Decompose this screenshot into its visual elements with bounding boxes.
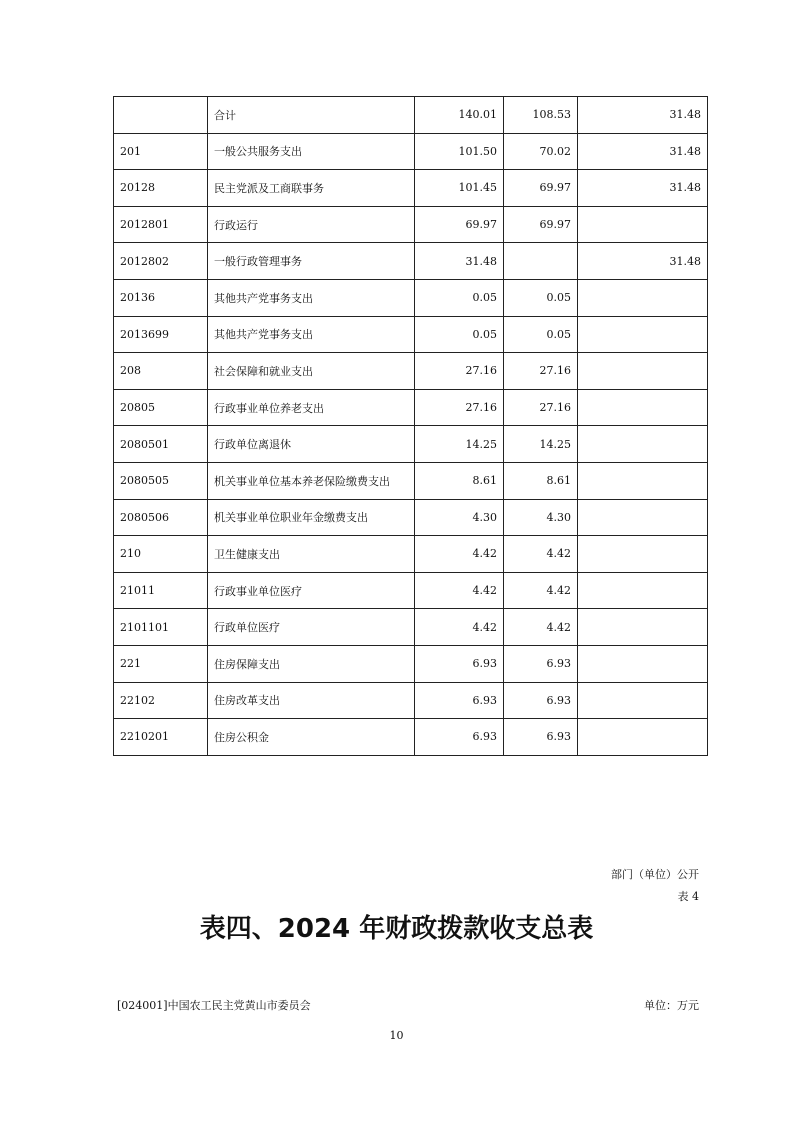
organization-line: [024001]中国农工民主党黄山市委员会 [117, 999, 311, 1012]
cell-total: 101.45 [415, 170, 504, 207]
cell-basic [504, 243, 578, 280]
table-body [114, 97, 708, 756]
cell-basic: 4.42 [504, 572, 578, 609]
cell-basic: 4.42 [504, 536, 578, 573]
table-row [114, 206, 708, 243]
cell-code: 210 [114, 536, 208, 573]
cell-name: 行政单位离退休 [208, 426, 415, 463]
cell-total: 140.01 [415, 97, 504, 134]
table-row [114, 316, 708, 353]
cell-code: 20805 [114, 389, 208, 426]
cell-project [578, 572, 708, 609]
cell-total: 6.93 [415, 719, 504, 756]
unit-label: 单位：万元 [644, 999, 699, 1012]
cell-name: 行政事业单位养老支出 [208, 389, 415, 426]
cell-code: 208 [114, 353, 208, 390]
table-row [114, 682, 708, 719]
cell-total: 0.05 [415, 279, 504, 316]
table-row [114, 499, 708, 536]
cell-basic: 69.97 [504, 170, 578, 207]
cell-project [578, 389, 708, 426]
cell-code: 20136 [114, 279, 208, 316]
cell-code: 2080505 [114, 462, 208, 499]
cell-code: 2101101 [114, 609, 208, 646]
cell-project: 31.48 [578, 243, 708, 280]
cell-total: 6.93 [415, 645, 504, 682]
cell-code: 2012801 [114, 206, 208, 243]
cell-code [114, 97, 208, 134]
cell-name: 机关事业单位基本养老保险缴费支出 [208, 462, 415, 499]
cell-project [578, 645, 708, 682]
cell-code: 21011 [114, 572, 208, 609]
cell-name: 其他共产党事务支出 [208, 316, 415, 353]
cell-basic: 6.93 [504, 682, 578, 719]
cell-project [578, 426, 708, 463]
table-row [114, 133, 708, 170]
cell-total: 14.25 [415, 426, 504, 463]
cell-name: 住房公积金 [208, 719, 415, 756]
table-row [114, 243, 708, 280]
cell-project [578, 609, 708, 646]
cell-project: 31.48 [578, 97, 708, 134]
cell-basic: 0.05 [504, 279, 578, 316]
dept-public-label: 部门（单位）公开 [611, 868, 699, 881]
cell-basic: 4.42 [504, 609, 578, 646]
cell-total: 0.05 [415, 316, 504, 353]
cell-name: 合计 [208, 97, 415, 134]
cell-name: 机关事业单位职业年金缴费支出 [208, 499, 415, 536]
cell-total: 69.97 [415, 206, 504, 243]
cell-total: 8.61 [415, 462, 504, 499]
cell-project [578, 316, 708, 353]
cell-basic: 27.16 [504, 353, 578, 390]
cell-total: 101.50 [415, 133, 504, 170]
cell-total: 4.30 [415, 499, 504, 536]
table-row [114, 426, 708, 463]
cell-code: 201 [114, 133, 208, 170]
cell-project [578, 536, 708, 573]
table-row [114, 572, 708, 609]
cell-code: 221 [114, 645, 208, 682]
cell-project [578, 206, 708, 243]
cell-project [578, 719, 708, 756]
cell-basic: 4.30 [504, 499, 578, 536]
table-row [114, 719, 708, 756]
cell-name: 行政事业单位医疗 [208, 572, 415, 609]
cell-project [578, 499, 708, 536]
cell-name: 住房改革支出 [208, 682, 415, 719]
cell-project: 31.48 [578, 133, 708, 170]
table-row [114, 170, 708, 207]
cell-name: 民主党派及工商联事务 [208, 170, 415, 207]
table-row [114, 279, 708, 316]
cell-total: 27.16 [415, 353, 504, 390]
cell-basic: 69.97 [504, 206, 578, 243]
cell-total: 6.93 [415, 682, 504, 719]
table-row [114, 609, 708, 646]
cell-project [578, 279, 708, 316]
cell-total: 4.42 [415, 536, 504, 573]
cell-basic: 6.93 [504, 719, 578, 756]
cell-name: 一般行政管理事务 [208, 243, 415, 280]
cell-name: 行政运行 [208, 206, 415, 243]
cell-total: 4.42 [415, 572, 504, 609]
cell-total: 4.42 [415, 609, 504, 646]
cell-project: 31.48 [578, 170, 708, 207]
cell-project [578, 462, 708, 499]
cell-name: 一般公共服务支出 [208, 133, 415, 170]
cell-basic: 0.05 [504, 316, 578, 353]
cell-code: 20128 [114, 170, 208, 207]
cell-basic: 70.02 [504, 133, 578, 170]
cell-code: 2080506 [114, 499, 208, 536]
page-title: 表四、2024 年财政拨款收支总表 [199, 914, 594, 944]
cell-basic: 8.61 [504, 462, 578, 499]
cell-project [578, 353, 708, 390]
cell-total: 27.16 [415, 389, 504, 426]
budget-table [113, 96, 708, 756]
cell-basic: 108.53 [504, 97, 578, 134]
cell-code: 2210201 [114, 719, 208, 756]
table-row [114, 536, 708, 573]
table-row [114, 462, 708, 499]
cell-basic: 27.16 [504, 389, 578, 426]
cell-code: 22102 [114, 682, 208, 719]
table-row [114, 353, 708, 390]
cell-project [578, 682, 708, 719]
cell-total: 31.48 [415, 243, 504, 280]
cell-code: 2080501 [114, 426, 208, 463]
cell-code: 2012802 [114, 243, 208, 280]
table-row [114, 645, 708, 682]
cell-name: 行政单位医疗 [208, 609, 415, 646]
cell-name: 卫生健康支出 [208, 536, 415, 573]
table-number: 表 4 [677, 890, 699, 903]
cell-name: 其他共产党事务支出 [208, 279, 415, 316]
page-number: 10 [389, 1029, 404, 1042]
cell-name: 社会保障和就业支出 [208, 353, 415, 390]
table-row [114, 389, 708, 426]
cell-name: 住房保障支出 [208, 645, 415, 682]
table-row [114, 97, 708, 134]
cell-basic: 14.25 [504, 426, 578, 463]
cell-code: 2013699 [114, 316, 208, 353]
cell-basic: 6.93 [504, 645, 578, 682]
